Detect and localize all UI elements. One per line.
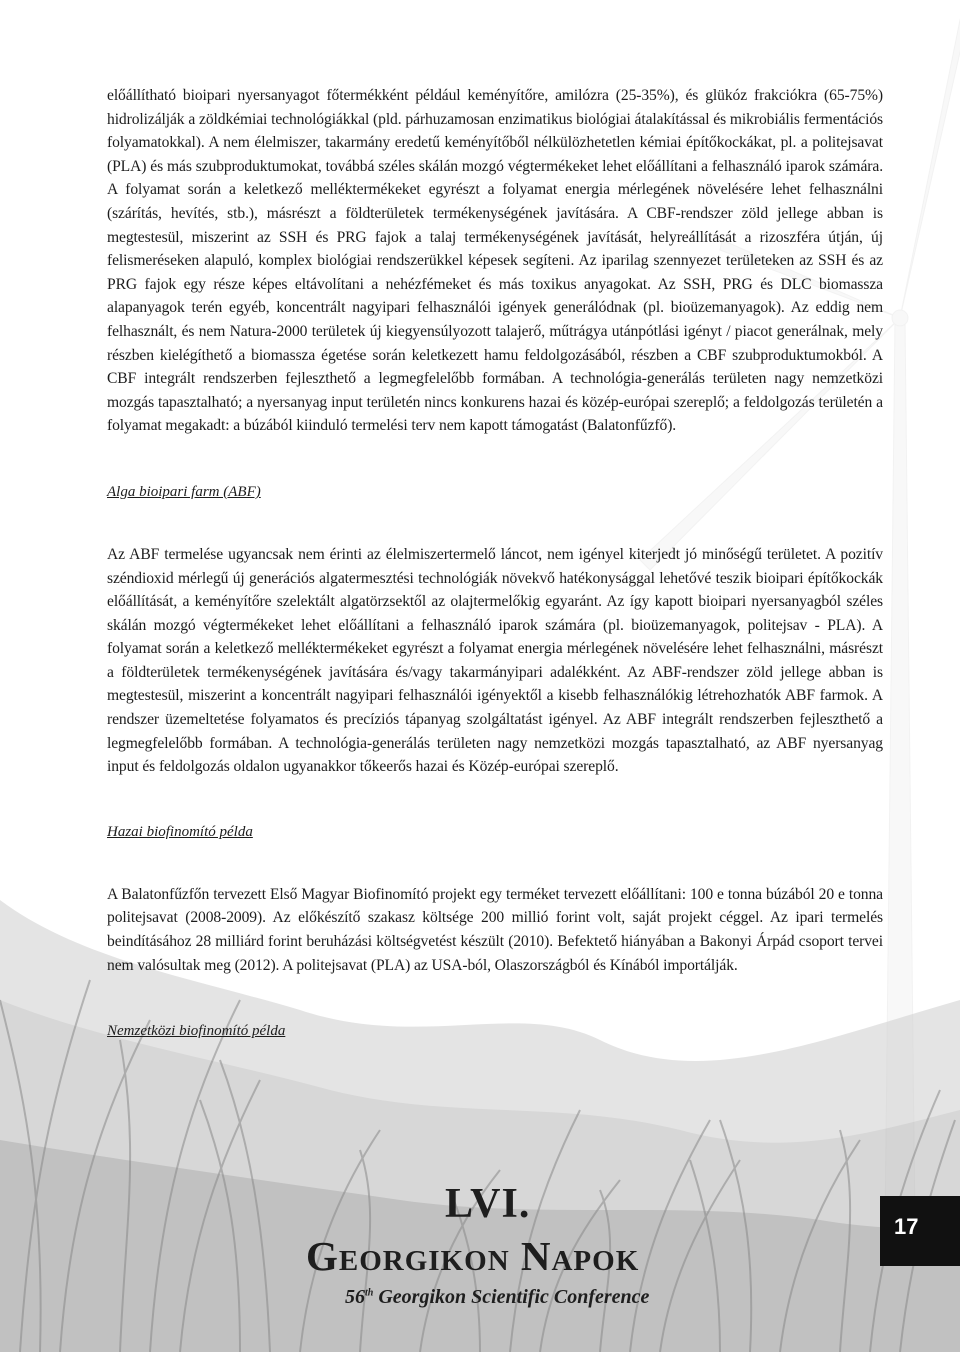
body-paragraph: előállítható bioipari nyersanyagot főtermékként például keményítőre, amilózra (25-35%), és glükóz frakciókra (65-75%) hidrolizálják a zöldkémiai technológiákkal (pld. párhuzamosan enzimatikus biológiai átalakítással és mikrobiális fermentációs folyamatokkal). A nem élelmiszer, takarmány eredetű keményítőből nélkülözhetetlen kémiai építőkockákat, pl. a politejsavat (PLA) és más szubproduktumokat, továbbá széles skálán mozgó végtermékeket lehet előállítani a felhasználó iparok számára. A folyamat során a keletkező melléktermékeket egyrészt a folyamat energia mérlegének növelésére lehet felhasználni (szárítás, hevítés, stb.), másrészt a földterületek termékenységének javítására. A CBF-rendszer zöld jellege abban is megtestesül, miszerint az SSH és PRG fajok a talaj termékenységének javítását, helyreállítását a rizoszféra útján, új felismeréseken alapuló, komplex biológiai rendszerükkel képesek segíteni. Az iparilag szennyezet területeken az SSH és az PRG fajok egy része képes eltávolítani a nehézfémeket és más toxikus anyagokat. Az SSH, PRG és DLC biomassza alapanyagok terén egyéb, koncentrált nagyipari felhasználói igények generálódnak (pl. bioüzemanyagok). Az eddig nem felhasznált, és nem Natura-2000 területek új kiegyensúlyozott talajerő, műtrágya utánpótlási igényt / piacot generálnak, mely részben kielégíthető a biomassza égetése során keletkezett hamu feldolgozásából, részben a CBF szubproduktumokból. A CBF integrált rendszerben fejleszthető a legmegfelelőbb formában. A technológia-generálás területen nagy nemzetközi mozgás tapasztalható; a nyersanyag input területén nincs konkurens hazai és közép-európai szereplő; a feldolgozás területén a folyamat megakadt: a búzából kiinduló termelési terv nem kapott támogatást (Balatonfűzfő). — [107, 87, 883, 435]
page-number: 17 — [894, 1214, 919, 1239]
section-heading-nemzetkozi-biofinomito: Nemzetközi biofinomító példa — [107, 1023, 286, 1040]
section-heading-alga-farm: Alga bioipari farm (ABF) — [107, 483, 261, 500]
section-heading-hazai-biofinomito: Hazai biofinomító példa — [107, 823, 253, 840]
body-paragraph: A Balatonfűzfőn tervezett Első Magyar Biofinomító projekt egy terméket tervezett előállítani: 100 e tonna búzából 20 e tonna politejsavat (2008-2009). Az előkészítő szakasz költsége 200 millió forint volt, saját projekt céggel. Az ipari termelés beindításához 28 milliárd forint beruházási költségvetést készült (2010). Befektető hiányában a Bakonyi Árpád csoport tervei nem valósultak meg (2012). A politejsavat (PLA) az USA-ból, Olaszországból és Kínából importálják. — [107, 885, 883, 974]
conference-subtitle — [345, 1286, 649, 1309]
subtitle-number: 56 — [345, 1286, 365, 1308]
conference-footer — [0, 1170, 960, 1352]
conference-edition: LVI. — [445, 1181, 531, 1227]
page-number-badge — [880, 1196, 960, 1266]
subtitle-rest: Georgikon Scientific Conference — [373, 1286, 650, 1308]
subtitle-suffix: th — [365, 1287, 374, 1299]
main-content — [107, 84, 883, 1042]
body-paragraph: Az ABF termelése ugyancsak nem érinti az élelmiszertermelő láncot, nem igényel kiterjedt jó minőségű területet. A pozitív széndioxid mérlegű új generációs algatermesztési technológiák növekvő hatékonysággal lehetővé teszik bioipari építőkockák előállítását, a keményítőre szelektált algatörzsektől az olajtermelőkig egyaránt. Az így kapott bioipari nyersanyagból széles skálán mozgó végtermékeket lehet előállítani a felhasználó iparok számára (pl. bioüzemanyagok, politejsav - PLA). A folyamat során a keletkező melléktermékeket egyrészt a folyamat energia mérlegének növelésére lehet felhasználni, másrészt a földterületek termékenységének javítására és/vagy takarmányipari adalékként. Az ABF-rendszer zöld jellege abban is megtestesül, miszerint a koncentrált nagyipari felhasználói igényektől a kisebb felhasználókig létrehozhatók ABF farmok. A rendszer üzemeltetése folyamatos és precíziós tápanyag szolgáltatást igényel. Az ABF integrált rendszerben fejleszthető a legmegfelelőbb formában. A technológia-generálás területen nagy nemzetközi mozgás tapasztalható, az ABF nyersanyag input és feldolgozás oldalon ugyanakkor tőkeerős hazai és Közép-európai szereplő. — [107, 545, 883, 776]
conference-title: Georgikon Napok — [306, 1233, 640, 1279]
